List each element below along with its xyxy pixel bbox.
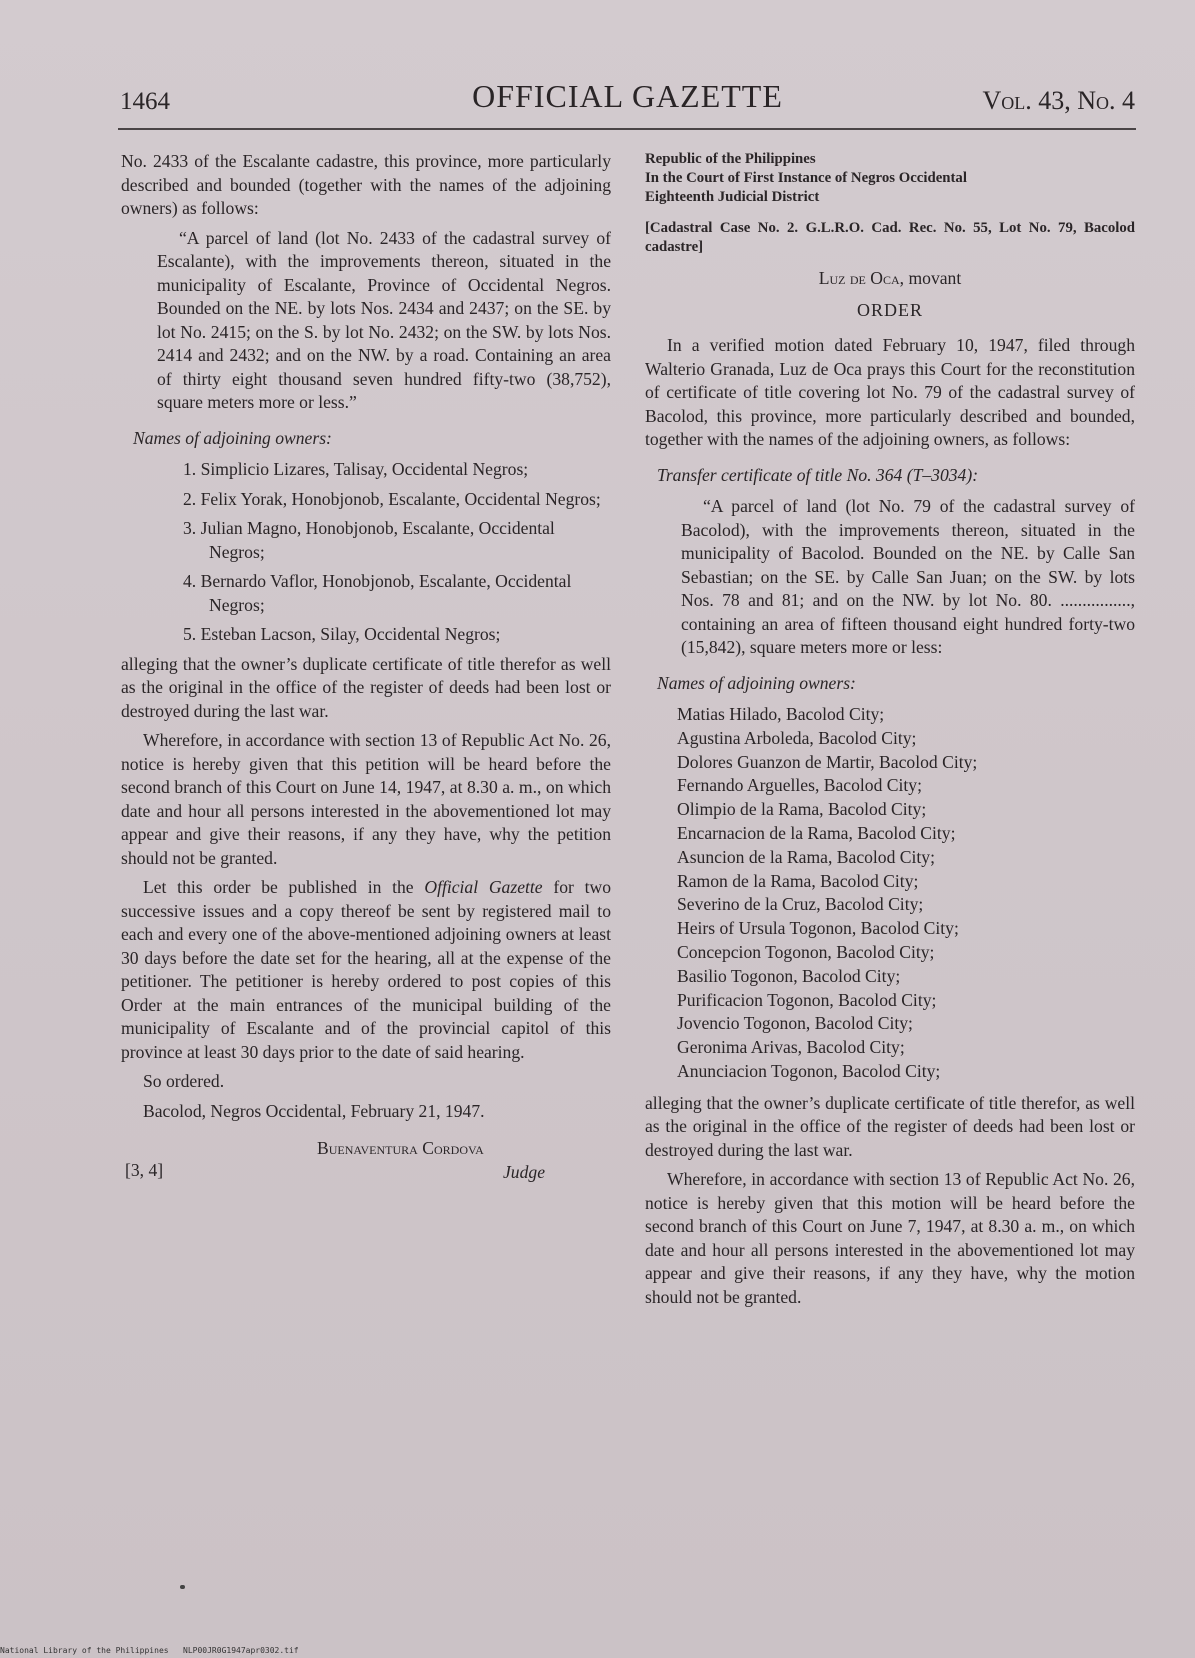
- left-column: [121, 150, 611, 1199]
- signature-block: [121, 1137, 611, 1199]
- list-item: Dolores Guanzon de Martir, Bacolod City;: [677, 751, 978, 772]
- page-number: 1464: [120, 88, 170, 115]
- list-item: 1. Simplicio Lizares, Talisay, Occidental Negros;: [183, 459, 529, 479]
- judge-title: Judge: [503, 1162, 546, 1182]
- publication-text-post: for two successive issues and a copy thereof be sent by registered mail to each and every one of the above-mentioned adjoining owners at least 30 days before the date set for the hearing, all at the expense of the petitioner. The petitioner is hereby ordered to post copies of this Order at the main entrances of the municipal building of the municipality of Escalante and of the provincial capitol of this province at least 30 days prior to the date of said hearing.: [121, 877, 611, 1062]
- right-column: [645, 150, 1135, 1315]
- movant-name: Luz de Oca: [818, 268, 900, 288]
- publication-paragraph: [121, 876, 611, 1064]
- movant-line: [645, 267, 1135, 291]
- list-item: 4. Bernardo Vaflor, Honobjonob, Escalante, Occidental Negros;: [183, 571, 572, 615]
- alleging-paragraph: alleging that the owner’s duplicate certificate of title therefor as well as the original in the office of the register of deeds had been lost or destroyed during the last war.: [121, 653, 611, 721]
- owners-heading: Names of adjoining owners:: [657, 672, 856, 693]
- list-item: Concepcion Togonon, Bacolod City;: [677, 941, 935, 962]
- list-item: Matias Hilado, Bacolod City;: [677, 704, 885, 724]
- land-description-quote: “A parcel of land (lot No. 79 of the cadastral survey of Bacolod), with the improvements thereon, situated in the municipality of Bacolod. Bounded on the NE. by Calle San Sebastian; on the SE. by Calle San Juan; on the SW. by lots Nos. 78 and 81; and on the NW. by lot No. 80. ................, containing an area of fifteen thousand eight hundred forty-two (15,842), square meters more or less:: [681, 496, 1135, 657]
- gazette-name: Official Gazette: [424, 877, 543, 897]
- scan-footer: [0, 1646, 299, 1655]
- wherefore-paragraph: Wherefore, in accordance with section 13 of Republic Act No. 26, notice is hereby given that this petition will be heard before the second branch of this Court on June 14, 1947, at 8.30 a. m., on which date and hour all persons interested in the abovementioned lot may appear and give their reasons, if any they have, why the petition should not be granted.: [121, 730, 611, 868]
- list-item: Basilio Togonon, Bacolod City;: [677, 965, 901, 986]
- court-line-3: Eighteenth Judicial District: [645, 189, 820, 205]
- land-description-quote: “A parcel of land (lot No. 2433 of the cadastral survey of Escalante), with the improvements thereon, situated in the municipality of Escalante, Province of Occidental Negros. Bounded on the NE. by lots Nos. 2434 and 2437; on the SE. by lot No. 2415; on the S. by lot No. 2432; on the SW. by lots Nos. 2414 and 2432; and on the NW. by a road. Containing an area of thirty eight thousand seven hundred fifty-two (38,752), square meters more or less.”: [157, 227, 611, 412]
- list-item: Agustina Arboleda, Bacolod City;: [677, 727, 917, 748]
- court-heading: [645, 150, 1135, 207]
- publication-text-pre: Let this order be published in the: [143, 877, 425, 897]
- movant-suffix: , movant: [899, 268, 962, 288]
- intro-paragraph: No. 2433 of the Escalante cadastre, this province, more particularly described and bounded (together with the names of the adjoining owners) as follows:: [121, 151, 611, 218]
- scan-file-name: NLP00JR0G1947apr0302.tif: [183, 1646, 299, 1655]
- court-line-1: Republic of the Philippines: [645, 151, 816, 167]
- list-item: Olimpio de la Rama, Bacolod City;: [677, 799, 927, 820]
- volume-issue: Vol. 43, No. 4: [982, 86, 1135, 115]
- place-date: Bacolod, Negros Occidental, February 21, 1947.: [143, 1100, 485, 1121]
- page-header: [120, 78, 1135, 128]
- header-rule: [118, 128, 1136, 130]
- publication-title: OFFICIAL GAZETTE: [472, 78, 783, 114]
- so-ordered: So ordered.: [143, 1071, 225, 1091]
- ink-speck: [180, 1585, 185, 1589]
- wherefore-paragraph: Wherefore, in accordance with section 13 of Republic Act No. 26, notice is hereby given that this motion will be heard before the second branch of this Court on June 7, 1947, at 8.30 a. m., on which date and hour all persons interested in the abovementioned lot may appear and give their reasons, if any they have, why the motion should not be granted.: [645, 1169, 1135, 1307]
- motion-paragraph: In a verified motion dated February 10, 1947, filed through Walterio Granada, Luz de Oca prays this Court for the reconstitution of certificate of title covering lot No. 79 of the cadastral survey of Bacolod, this province, more particularly described and bounded, together with the names of the adjoining owners, as follows:: [645, 335, 1135, 449]
- court-line-2: In the Court of First Instance of Negros Occidental: [645, 170, 967, 186]
- list-item: Encarnacion de la Rama, Bacolod City;: [677, 822, 956, 843]
- list-item: Fernando Arguelles, Bacolod City;: [677, 775, 922, 796]
- issue-reference: [3, 4]: [125, 1160, 164, 1180]
- list-item: 2. Felix Yorak, Honobjonob, Escalante, Occidental Negros;: [183, 488, 601, 509]
- owners-heading: Names of adjoining owners:: [133, 427, 332, 448]
- list-item: Severino de la Cruz, Bacolod City;: [677, 894, 924, 915]
- list-item: Jovencio Togonon, Bacolod City;: [677, 1013, 913, 1034]
- list-item: Geronima Arivas, Bacolod City;: [677, 1037, 905, 1058]
- judge-name: Buenaventura Cordova: [317, 1138, 484, 1158]
- alleging-paragraph: alleging that the owner’s duplicate certificate of title therefor, as well as the original in the office of the register of deeds had been lost or destroyed during the last war.: [645, 1092, 1135, 1160]
- archive-name: National Library of the Philippines: [0, 1646, 169, 1655]
- order-title: ORDER: [856, 299, 923, 320]
- list-item: 3. Julian Magno, Honobjonob, Escalante, Occidental Negros;: [183, 518, 555, 562]
- tct-heading: Transfer certificate of title No. 364 (T–3034):: [657, 464, 979, 485]
- list-item: Asuncion de la Rama, Bacolod City;: [677, 846, 935, 867]
- list-item: 5. Esteban Lacson, Silay, Occidental Negros;: [183, 624, 501, 644]
- list-item: Heirs of Ursula Togonon, Bacolod City;: [677, 918, 959, 939]
- list-item: Purificacion Togonon, Bacolod City;: [677, 989, 937, 1010]
- adjoining-owners-list: [677, 703, 1135, 1084]
- adjoining-owners-list: [121, 458, 611, 647]
- list-item: Anunciacion Togonon, Bacolod City;: [677, 1060, 941, 1081]
- list-item: Ramon de la Rama, Bacolod City;: [677, 870, 919, 891]
- case-reference: [Cadastral Case No. 2. G.L.R.O. Cad. Rec. No. 55, Lot No. 79, Bacolod cadastre]: [645, 220, 1135, 255]
